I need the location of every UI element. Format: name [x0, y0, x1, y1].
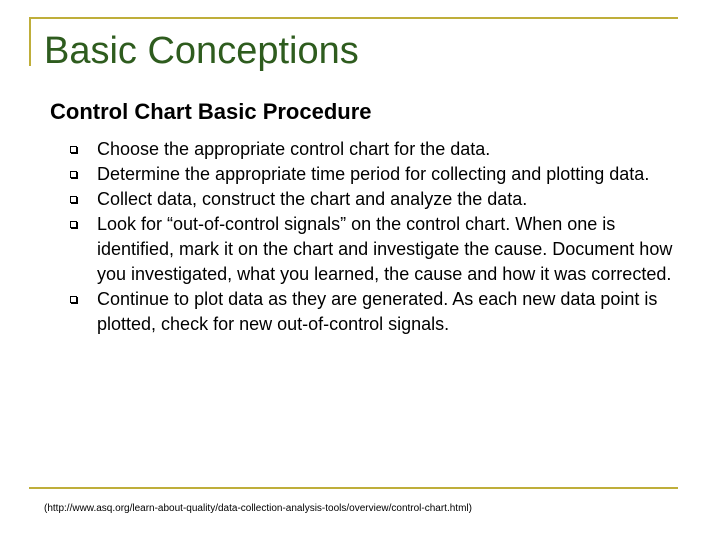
hollow-square-bullet-icon	[70, 296, 77, 303]
bullet-text: Choose the appropriate control chart for the data.	[97, 139, 491, 159]
bullet-item-time-period	[68, 162, 678, 187]
frame-left-rule	[29, 17, 31, 66]
hollow-square-bullet-icon	[70, 171, 77, 178]
hollow-square-bullet-icon	[70, 221, 77, 228]
procedure-bullet-list	[68, 137, 678, 337]
slide-title: Basic Conceptions	[44, 30, 359, 72]
bullet-item-choose-chart	[68, 137, 678, 162]
bullet-text: Collect data, construct the chart and analyze the data.	[97, 189, 528, 209]
bullet-text: Look for “out-of-control signals” on the control chart. When one is identified, mark it on the chart and investigate the cause. Document how you investigated, what you learned, the cause and how it was corrected.	[97, 214, 673, 284]
bullet-item-collect-data	[68, 187, 678, 212]
bullet-text: Continue to plot data as they are generated. As each new data point is plotted, check for new out-of-control signals.	[97, 289, 658, 334]
bullet-text: Determine the appropriate time period for collecting and plotting data.	[97, 164, 650, 184]
hollow-square-bullet-icon	[70, 146, 77, 153]
slide-subtitle: Control Chart Basic Procedure	[50, 99, 372, 124]
hollow-square-bullet-icon	[70, 196, 77, 203]
bullet-item-continue-plotting	[68, 287, 678, 337]
footer-reference: (http://www.asq.org/learn-about-quality/data-collection-analysis-tools/overview/control-chart.html)	[44, 503, 472, 514]
footer-rule	[29, 487, 678, 489]
bullet-item-out-of-control	[68, 212, 678, 287]
frame-top-rule	[29, 17, 678, 19]
